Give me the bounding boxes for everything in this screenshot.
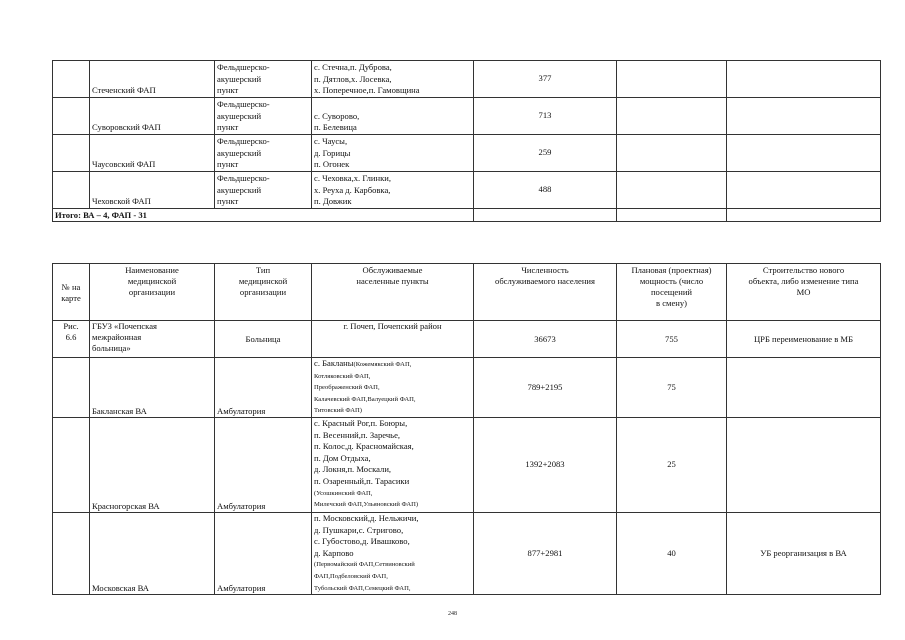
text-line: акушерский [217,73,262,84]
cell-settlements [312,172,474,209]
table-row [53,172,881,209]
text-line: пункт [217,159,239,170]
text-line: акушерский [217,184,262,195]
text-line: Бакланская ВА [92,405,147,416]
text-line: пункт [217,196,239,207]
facilities-table-continuation [52,60,881,222]
cell-construction [727,98,881,135]
text-line [314,418,471,430]
header-type: Тип медицинской организации [215,264,312,321]
cell-capacity [617,135,727,172]
cell-num [53,417,90,512]
text-line: Фельдшерско- [217,173,270,184]
cell-org: Стеченский ФАП [90,61,215,98]
settlement-text: п. Весенний,п. Заречье, [314,429,401,440]
cell-num [53,512,90,594]
cell-population: 713 [474,98,617,135]
cell-org [90,321,215,358]
cell-type: Амбулатория [215,512,312,594]
cell-construction [727,209,881,222]
text-line [314,358,471,371]
cell-capacity [617,209,727,222]
total-row [53,209,881,222]
cell-type [215,98,312,135]
text-line: Преображенский ФАП, [314,384,380,392]
text-line: акушерский [217,110,262,121]
cell-population: 1392+2083 [474,417,617,512]
text-line: д. Горицы [314,147,351,158]
cell-capacity [617,61,727,98]
cell-population: 877+2981 [474,512,617,594]
cell-population [474,209,617,222]
text-line: Фельдшерско- [217,136,270,147]
text-line [314,321,471,332]
table-row [53,98,881,135]
text-line [314,536,471,548]
text-line [314,441,471,453]
cell-type: Больница [215,321,312,358]
cell-population: 377 [474,61,617,98]
text-line: с. Суворово, [314,110,360,121]
total-label: Итого: ВА – 4, ФАП - 31 [53,209,474,222]
facilities-table [52,263,881,595]
table-row [53,321,881,358]
text-line: Титовский ФАП) [314,407,362,415]
text-line: акушерский [217,147,262,158]
cell-org: Чаусовский ФАП [90,135,215,172]
settlement-text: д. Пушкари,с. Стригово, [314,524,404,535]
settlement-note: (Кожемякский ФАП, [353,361,412,368]
cell-population: 259 [474,135,617,172]
cell-construction [727,358,881,418]
cell-capacity [617,172,727,209]
cell-settlements [312,417,474,512]
cell-capacity [617,98,727,135]
table-row [53,61,881,98]
text-line: Рис. [63,321,79,331]
text-line: п. Огонек [314,159,350,170]
settlement-text: п. Дом Отдыха, [314,452,371,463]
cell-org [90,358,215,418]
header-settlements: Обслуживаемые населенные пункты [312,264,474,321]
text-line: Красногорская ВА [92,500,160,511]
cell-population: 789+2195 [474,358,617,418]
cell-type [215,61,312,98]
text-line [314,476,471,488]
text-line [314,548,471,560]
cell-type: Амбулатория [215,358,312,418]
cell-num [53,321,90,358]
settlement-text: с. Красный Рог,п. Боюры, [314,417,408,428]
settlement-text: п. Колос,д. Красномайская, [314,441,414,452]
table-row [53,512,881,594]
settlement-text: д. Локня,п. Москали, [314,464,392,475]
settlement-text: п. Московский,д. Нельжичи, [314,512,419,523]
cell-construction: ЦРБ переименование в МБ [727,321,881,358]
settlement-text: п. Озаренный,п. Тарасики [314,475,410,486]
text-line [314,525,471,537]
text-line: пункт [217,122,239,133]
cell-settlements [312,358,474,418]
cell-settlements [312,321,474,358]
cell-org: Суворовский ФАП [90,98,215,135]
text-line: п. Белевица [314,122,357,133]
text-line: (Первомайский ФАП,Сетвиновский [314,561,415,569]
text-line: Фельдшерско- [217,99,270,110]
header-capacity: Плановая (проектная) мощность (число посещений в смену) [617,264,727,321]
cell-construction: УБ реорганизация в ВА [727,512,881,594]
cell-construction [727,135,881,172]
settlement-text: с. Губостово,д. Ивашково, [314,536,410,547]
text-line: (Усошкинский ФАП, [314,489,373,497]
cell-type [215,172,312,209]
text-line: п. Довжик [314,196,352,207]
cell-settlements [312,135,474,172]
text-line: ГБУЗ «Почепская [92,321,157,331]
text-line: Тубольский ФАП,Семецкий ФАП, [314,584,411,592]
page-number: 248 [448,611,457,617]
cell-population: 36673 [474,321,617,358]
cell-settlements [312,61,474,98]
text-line: с. Чеховка,х. Глинки, [314,173,392,184]
table-row [53,358,881,418]
text-line: с. Стечна,п. Дуброва, [314,62,392,73]
text-line: х. Реуха д. Карбовка, [314,184,391,195]
cell-construction [727,417,881,512]
text-line [314,430,471,442]
cell-num [53,98,90,135]
cell-population: 488 [474,172,617,209]
cell-capacity: 25 [617,417,727,512]
cell-org: Чеховской ФАП [90,172,215,209]
cell-construction [727,61,881,98]
cell-num [53,358,90,418]
text-line [314,464,471,476]
cell-capacity: 755 [617,321,727,358]
cell-num [53,135,90,172]
header-population: Численность обслуживаемого населения [474,264,617,321]
settlement-text: с. Бакланы [314,358,354,368]
cell-capacity: 75 [617,358,727,418]
cell-construction [727,172,881,209]
text-line: Фельдшерско- [217,62,270,73]
header-org: Наименование медицинской организации [90,264,215,321]
cell-settlements [312,512,474,594]
text-line [314,513,471,525]
text-line: Милечский ФАП,Ульяновский ФАП) [314,501,419,509]
settlement-text: г. Почеп, Почепский район [343,321,442,331]
cell-num [53,172,90,209]
cell-type [215,135,312,172]
cell-org [90,512,215,594]
text-line: 6.6 [65,332,77,342]
text-line: п. Дятлов,х. Лосевка, [314,73,392,84]
text-line: с. Чаусы, [314,136,348,147]
text-line: пункт [217,85,239,96]
table-row [53,417,881,512]
cell-type: Амбулатория [215,417,312,512]
text-line: больница» [92,343,131,353]
table-row [53,135,881,172]
table-header-row [53,264,881,321]
text-line: х. Поперечное,п. Гамовщина [314,85,420,96]
text-line [314,453,471,465]
header-construction: Строительство нового объекта, либо изменение типа МО [727,264,881,321]
text-line: межрайонная [92,332,142,342]
text-line: Московская ВА [92,583,149,594]
settlement-text: д. Карпово [314,547,354,558]
text-line: ФАП,Подбеловский ФАП, [314,572,388,580]
cell-num [53,61,90,98]
text-line: Котляковский ФАП, [314,372,371,380]
cell-org [90,417,215,512]
cell-capacity: 40 [617,512,727,594]
header-num: № на карте [53,264,90,321]
text-line: Калачевский ФАП,Валуецкий ФАП, [314,395,416,403]
cell-settlements [312,98,474,135]
